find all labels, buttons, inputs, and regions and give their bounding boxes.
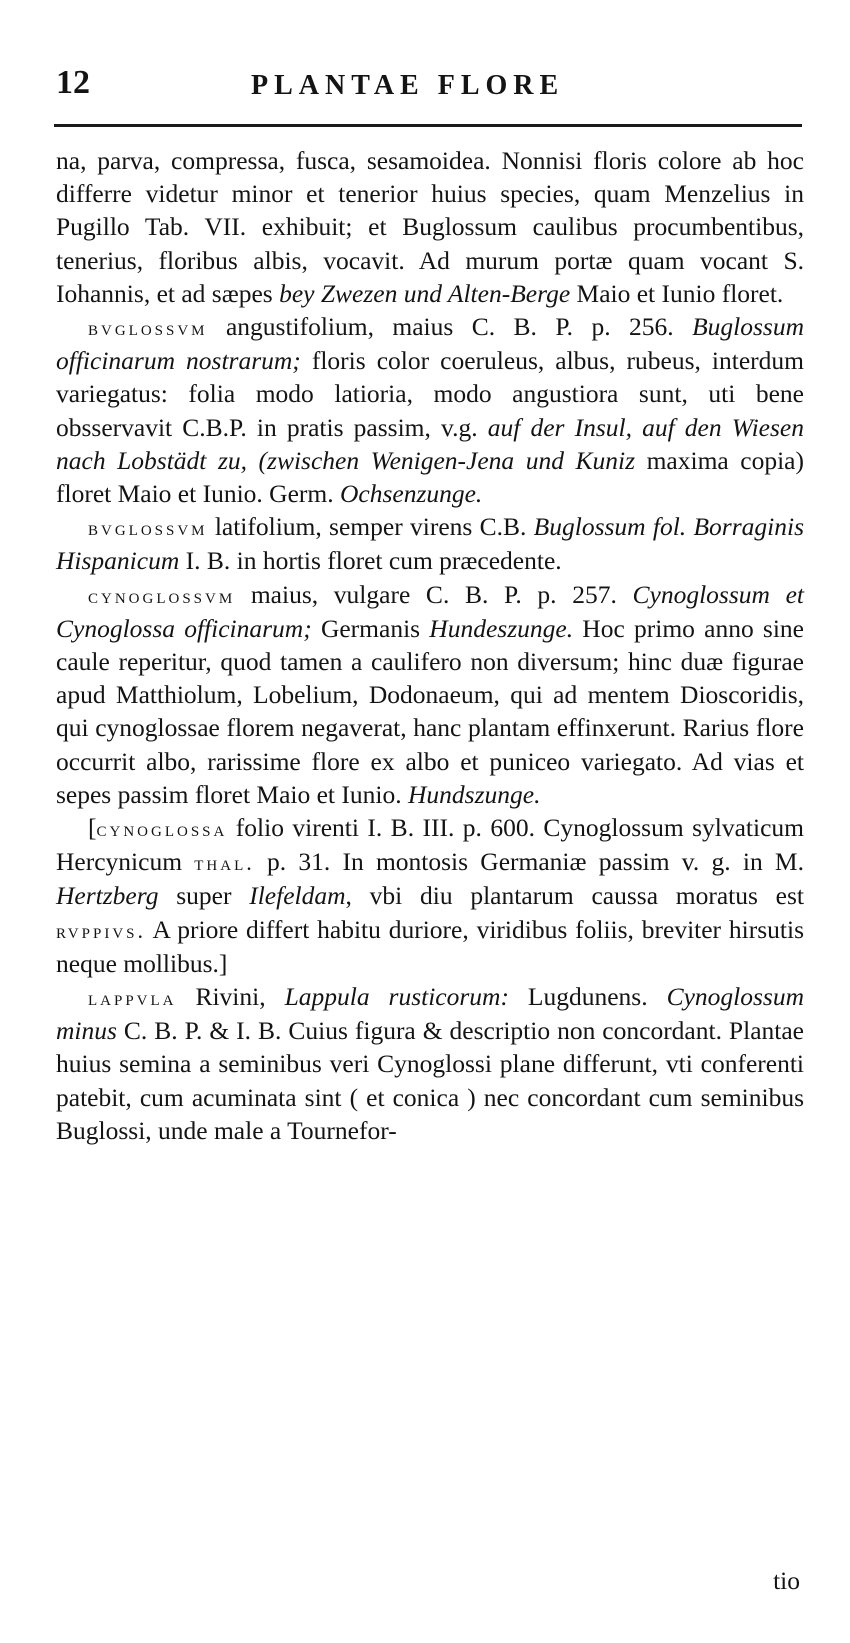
text-run: maxima copia) floret Maio et Iunio. Germ. xyxy=(56,445,804,509)
paragraph xyxy=(56,578,804,811)
italic-text: Hundszunge. xyxy=(407,779,541,809)
text-run: Hoc primo anno sine caule reperitur, quod tamen a caulifero non diversum; hinc duæ figurae apud Matthiolum, Lobelium, Dodonaeum, qui ad mentem Dioscoridis, qui cynoglossae florem negaverat, hanc plantam effinxerunt. Rarius flore occurrit albo, rarissime flore ex albo et puniceo variegato. Ad vias et sepes passim floret Maio et Iunio. xyxy=(56,613,804,809)
small-caps-name: bvglossvm xyxy=(88,315,208,341)
small-caps-name: bvglossvm xyxy=(88,515,208,541)
text-run: , vbi diu plantarum caussa moratus est xyxy=(345,881,805,911)
italic-text: Buglossum fol. Borraginis Hispanicum xyxy=(56,512,804,576)
text-run: Maio et Iunio floret. xyxy=(570,278,784,308)
body-text xyxy=(56,144,804,1147)
text-run: na, parva, compressa, fusca, sesamoidea. Nonnisi floris colore ab hoc differre videtur minor et tenerior huius species, quam Menzelius in Pugillo Tab. VII. exhibuit; et Buglossum caulibus procumbentibus, tenerius, floribus albis, vocavit. Ad murum portæ quam vocant S. Iohannis, et ad sæpes xyxy=(56,146,804,308)
text-run: [ xyxy=(88,813,97,843)
italic-text: Ilefeldam xyxy=(249,881,346,911)
text-run: C. B. P. & I. B. Cuius figura & descriptio non concordant. Plantae huius semina a seminibus veri Cynoglossi plane differunt, vti conferenti patebit, cum acuminata sint ( et conica ) nec concordant cum seminibus Buglossi, unde male a Tournefor- xyxy=(56,1016,804,1145)
small-caps-name: cynoglossvm xyxy=(88,582,236,608)
paragraph xyxy=(56,144,804,310)
small-caps-name: rvppivs. xyxy=(56,917,146,943)
italic-text: Lappula rusticorum: xyxy=(284,982,509,1012)
text-run: Lugdunens. xyxy=(508,982,667,1012)
text-run: maius, vulgare C. B. P. p. 257. xyxy=(235,579,633,609)
paragraph xyxy=(56,980,804,1147)
italic-text: Buglossum officinarum nostrarum; xyxy=(56,312,804,376)
italic-text: Cynoglossum minus xyxy=(56,982,804,1046)
paragraph xyxy=(56,510,804,577)
text-run: angustifolium, maius C. B. P. p. 256. xyxy=(207,312,693,342)
text-run: A priore differt habitu duriore, viridibus foliis, breviter hirsutis neque mollibus.] xyxy=(56,914,804,978)
italic-text: Hundeszunge. xyxy=(429,613,574,643)
small-caps-name: cynoglossa xyxy=(96,816,228,842)
text-run: Rivini, xyxy=(176,982,285,1012)
italic-text: bey Zwezen und Alten-Berge xyxy=(279,278,571,308)
page-number: 12 xyxy=(56,64,90,101)
text-run: p. 31. In montosis Germaniæ passim v. g. in M. xyxy=(254,847,804,877)
italic-text: Cynoglossum et Cynoglossa officinarum; xyxy=(56,579,805,643)
small-caps-name: thal. xyxy=(194,850,255,876)
italic-text: Hertzberg xyxy=(56,881,159,911)
italic-text: Ochsenzunge. xyxy=(339,479,483,509)
running-title: PLANTAE FLORE xyxy=(251,70,565,101)
paragraph xyxy=(56,811,804,980)
text-run: floris color coeruleus, albus, rubeus, interdum variegatus: folia modo latioria, modo angustiora sunt, uti bene obsservavit C.B.P. in pratis passim, v.g. xyxy=(56,346,804,442)
text-run: folio virenti I. B. III. p. 600. Cynoglossum sylvaticum Hercynicum xyxy=(56,813,804,877)
text-run: super xyxy=(158,881,250,911)
text-run: I. B. in hortis floret cum præcedente. xyxy=(179,546,562,576)
small-caps-name: lappvla xyxy=(88,985,177,1011)
paragraph xyxy=(56,310,804,510)
italic-text: auf der Insul, auf den Wiesen nach Lobstädt zu, (zwischen Wenigen-Jena und Kuniz xyxy=(56,412,804,475)
text-run: latifolium, semper virens C.B. xyxy=(207,512,534,542)
text-run: Germanis xyxy=(311,613,430,643)
catchword: tio xyxy=(773,1566,800,1595)
page-header xyxy=(56,64,796,108)
header-rule xyxy=(54,124,802,127)
